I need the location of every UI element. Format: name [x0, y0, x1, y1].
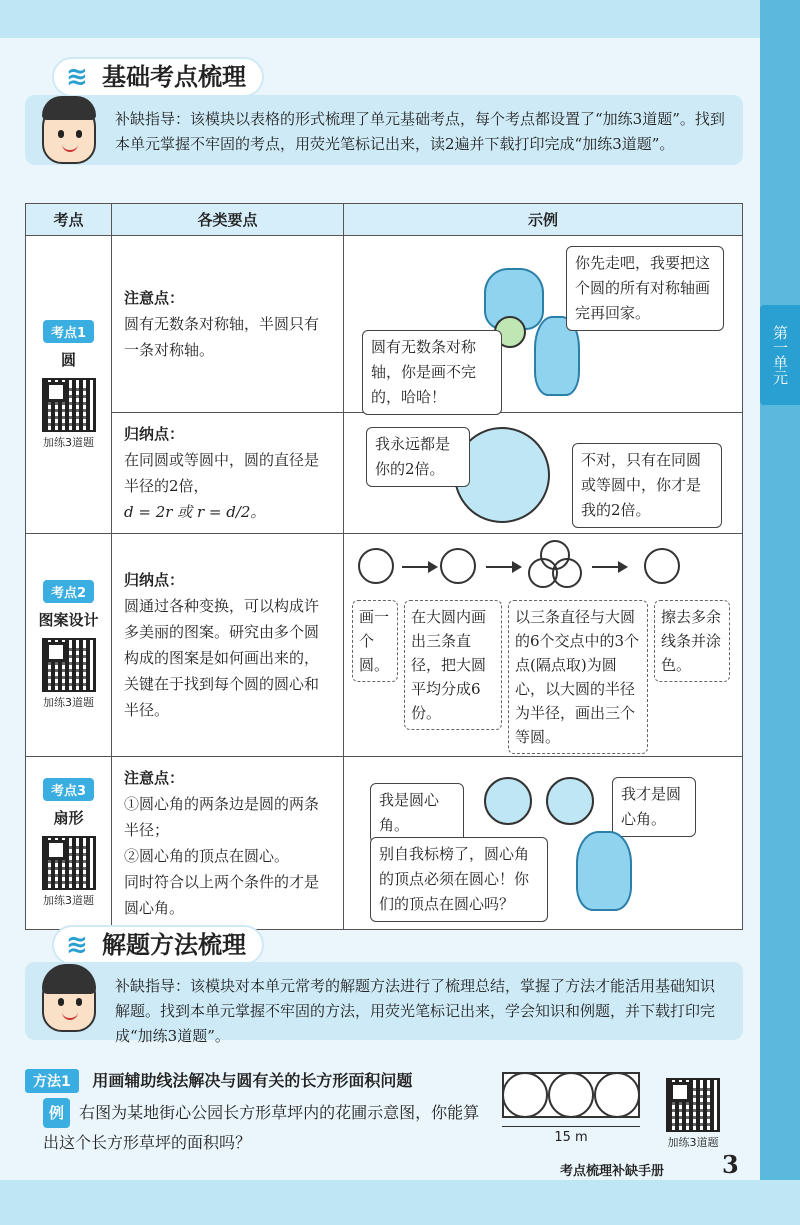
guide-box-2 — [25, 962, 743, 1045]
point-line: ②圆心角的顶点在圆心。 — [124, 847, 290, 865]
sector-circle — [484, 777, 532, 825]
method-title: 用画辅助线法解决与圆有关的长方形面积问题 — [92, 1071, 413, 1090]
guide-box-1 — [25, 95, 743, 165]
flowerbed-figure — [502, 1072, 642, 1152]
dimension-label: 15 m — [554, 1130, 588, 1145]
girl-avatar — [42, 968, 96, 1032]
qr-code-icon[interactable] — [42, 638, 96, 692]
speech-bubble: 不对，只有在同圆或等圆中，你才是我的2倍。 — [572, 443, 722, 528]
flowerbed-circle — [502, 1072, 548, 1118]
speech-bubble: 圆有无数条对称轴，你是画不完的，哈哈！ — [362, 330, 502, 415]
step3-circle — [552, 558, 582, 588]
example-badge: 例 — [43, 1098, 70, 1128]
table-row — [26, 534, 743, 757]
top-wave-decoration — [0, 0, 800, 38]
step3-box: 以三条直径与大圆的6个交点中的3个点(隔点取)为圆心，以大圆的半径为半径，画出三个等圆。 — [508, 600, 648, 754]
unit-tab[interactable]: 第一单元 — [760, 305, 800, 405]
example-cell — [344, 757, 743, 930]
guide-text: 补缺指导：该模块对本单元常考的解题方法进行了梳理总结，掌握了方法才能活用基础知识解题。找到本单元掌握不牢固的方法，用荧光笔标记出来，学会知识和例题，并下载打印完成“加练3道题”。 — [115, 977, 716, 1045]
arrow-icon — [402, 566, 436, 568]
kp-name: 扇形 — [53, 809, 84, 827]
speech-bubble: 我是圆心角。 — [370, 783, 464, 843]
point-line: ①圆心角的两条边是圆的两条半径； — [124, 795, 320, 839]
step2-circle — [440, 548, 476, 584]
table-row — [26, 236, 743, 413]
table-header-row — [26, 204, 743, 236]
header-points: 各类要点 — [112, 204, 344, 236]
formula-text: d = 2r 或 r = d/2。 — [124, 503, 266, 521]
point-cell — [112, 534, 344, 757]
section-title-methods — [52, 925, 264, 965]
flowerbed-circle — [548, 1072, 594, 1118]
kp-name: 图案设计 — [38, 611, 99, 629]
boy-avatar — [42, 100, 96, 164]
point-cell — [112, 757, 344, 930]
step1-circle — [358, 548, 394, 584]
example-block — [43, 1098, 493, 1158]
point-text: 圆通过各种变换，可以构成许多美丽的图案。研究由多个圆构成的图案是如何画出来的，关键在于找到每个圆的圆心和半径。 — [124, 597, 320, 719]
qr-label: 加练3道题 — [43, 435, 94, 449]
wave-icon: ≋ — [66, 930, 88, 960]
monster-illustration — [576, 831, 632, 911]
method-heading — [25, 1068, 412, 1093]
knowledge-table — [25, 203, 743, 930]
speech-bubble: 你先走吧，我要把这个圆的所有对称轴画完再回家。 — [566, 246, 724, 331]
qr-code-icon[interactable] — [42, 378, 96, 432]
qr-code-icon[interactable] — [666, 1078, 720, 1132]
point-text: 圆有无数条对称轴，半圆只有一条对称轴。 — [124, 315, 320, 359]
point-head: 归纳点： — [124, 425, 185, 443]
qr-block — [666, 1078, 720, 1150]
page-number: 3 — [722, 1150, 739, 1179]
header-kaodian: 考点 — [26, 204, 112, 236]
example-cell — [344, 236, 743, 413]
table-row — [26, 757, 743, 930]
dimension-line — [502, 1126, 640, 1127]
step1-box: 画一个圆。 — [352, 600, 398, 682]
qr-code-icon[interactable] — [42, 836, 96, 890]
qr-label: 加练3道题 — [667, 1136, 719, 1149]
point-line: 同时符合以上两个条件的才是圆心角。 — [124, 873, 320, 917]
section-title-text: 解题方法梳理 — [102, 931, 246, 959]
qr-label: 加练3道题 — [43, 894, 94, 907]
point-text: 在同圆或等圆中，圆的直径是半径的2倍， — [124, 451, 320, 495]
point-cell — [112, 236, 344, 413]
section-title-text: 基础考点梳理 — [102, 63, 246, 91]
point-cell — [112, 413, 344, 534]
speech-bubble: 我永远都是你的2倍。 — [366, 427, 470, 487]
footer-text: 考点梳理补缺手册 — [560, 1164, 665, 1179]
guide-text: 补缺指导：该模块以表格的形式梳理了单元基础考点，每个考点都设置了“加练3道题”。找到本单元掌握不牢固的考点，用荧光笔标记出来，读2遍并下载打印完成“加练3道题”。 — [115, 110, 725, 153]
header-examples: 示例 — [344, 204, 743, 236]
kp-badge: 考点1 — [43, 320, 94, 343]
kp-cell-3 — [26, 757, 112, 930]
kp-cell-1 — [26, 236, 112, 534]
step2-box: 在大圆内画出三条直径，把大圆平均分成6份。 — [404, 600, 502, 730]
point-head: 注意点： — [124, 289, 185, 307]
section-title-basics — [52, 57, 264, 97]
point-head: 归纳点： — [124, 571, 185, 589]
sector-circle — [546, 777, 594, 825]
example-cell — [344, 534, 743, 757]
point-head: 注意点： — [124, 769, 185, 787]
wave-icon: ≋ — [66, 62, 88, 92]
arrow-icon — [592, 566, 626, 568]
bottom-wave-decoration — [0, 1180, 800, 1225]
method-badge: 方法1 — [25, 1069, 79, 1093]
speech-bubble: 我才是圆心角。 — [612, 777, 696, 837]
side-strip — [760, 0, 800, 1225]
flowerbed-circle — [594, 1072, 640, 1118]
qr-label: 加练3道题 — [43, 696, 94, 709]
step4-circle — [644, 548, 680, 584]
arrow-icon — [486, 566, 520, 568]
table-row — [26, 413, 743, 534]
kp-cell-2 — [26, 534, 112, 757]
step4-box: 擦去多余线条并涂色。 — [654, 600, 730, 682]
speech-bubble: 别自我标榜了，圆心角的顶点必须在圆心！你们的顶点在圆心吗？ — [370, 837, 548, 922]
kp-badge: 考点3 — [43, 778, 94, 801]
example-cell — [344, 413, 743, 534]
example-text: 右图为某地街心公园长方形草坪内的花圃示意图，你能算出这个长方形草坪的面积吗？ — [43, 1103, 480, 1152]
kp-badge: 考点2 — [43, 580, 94, 603]
kp-name: 圆 — [60, 350, 76, 369]
